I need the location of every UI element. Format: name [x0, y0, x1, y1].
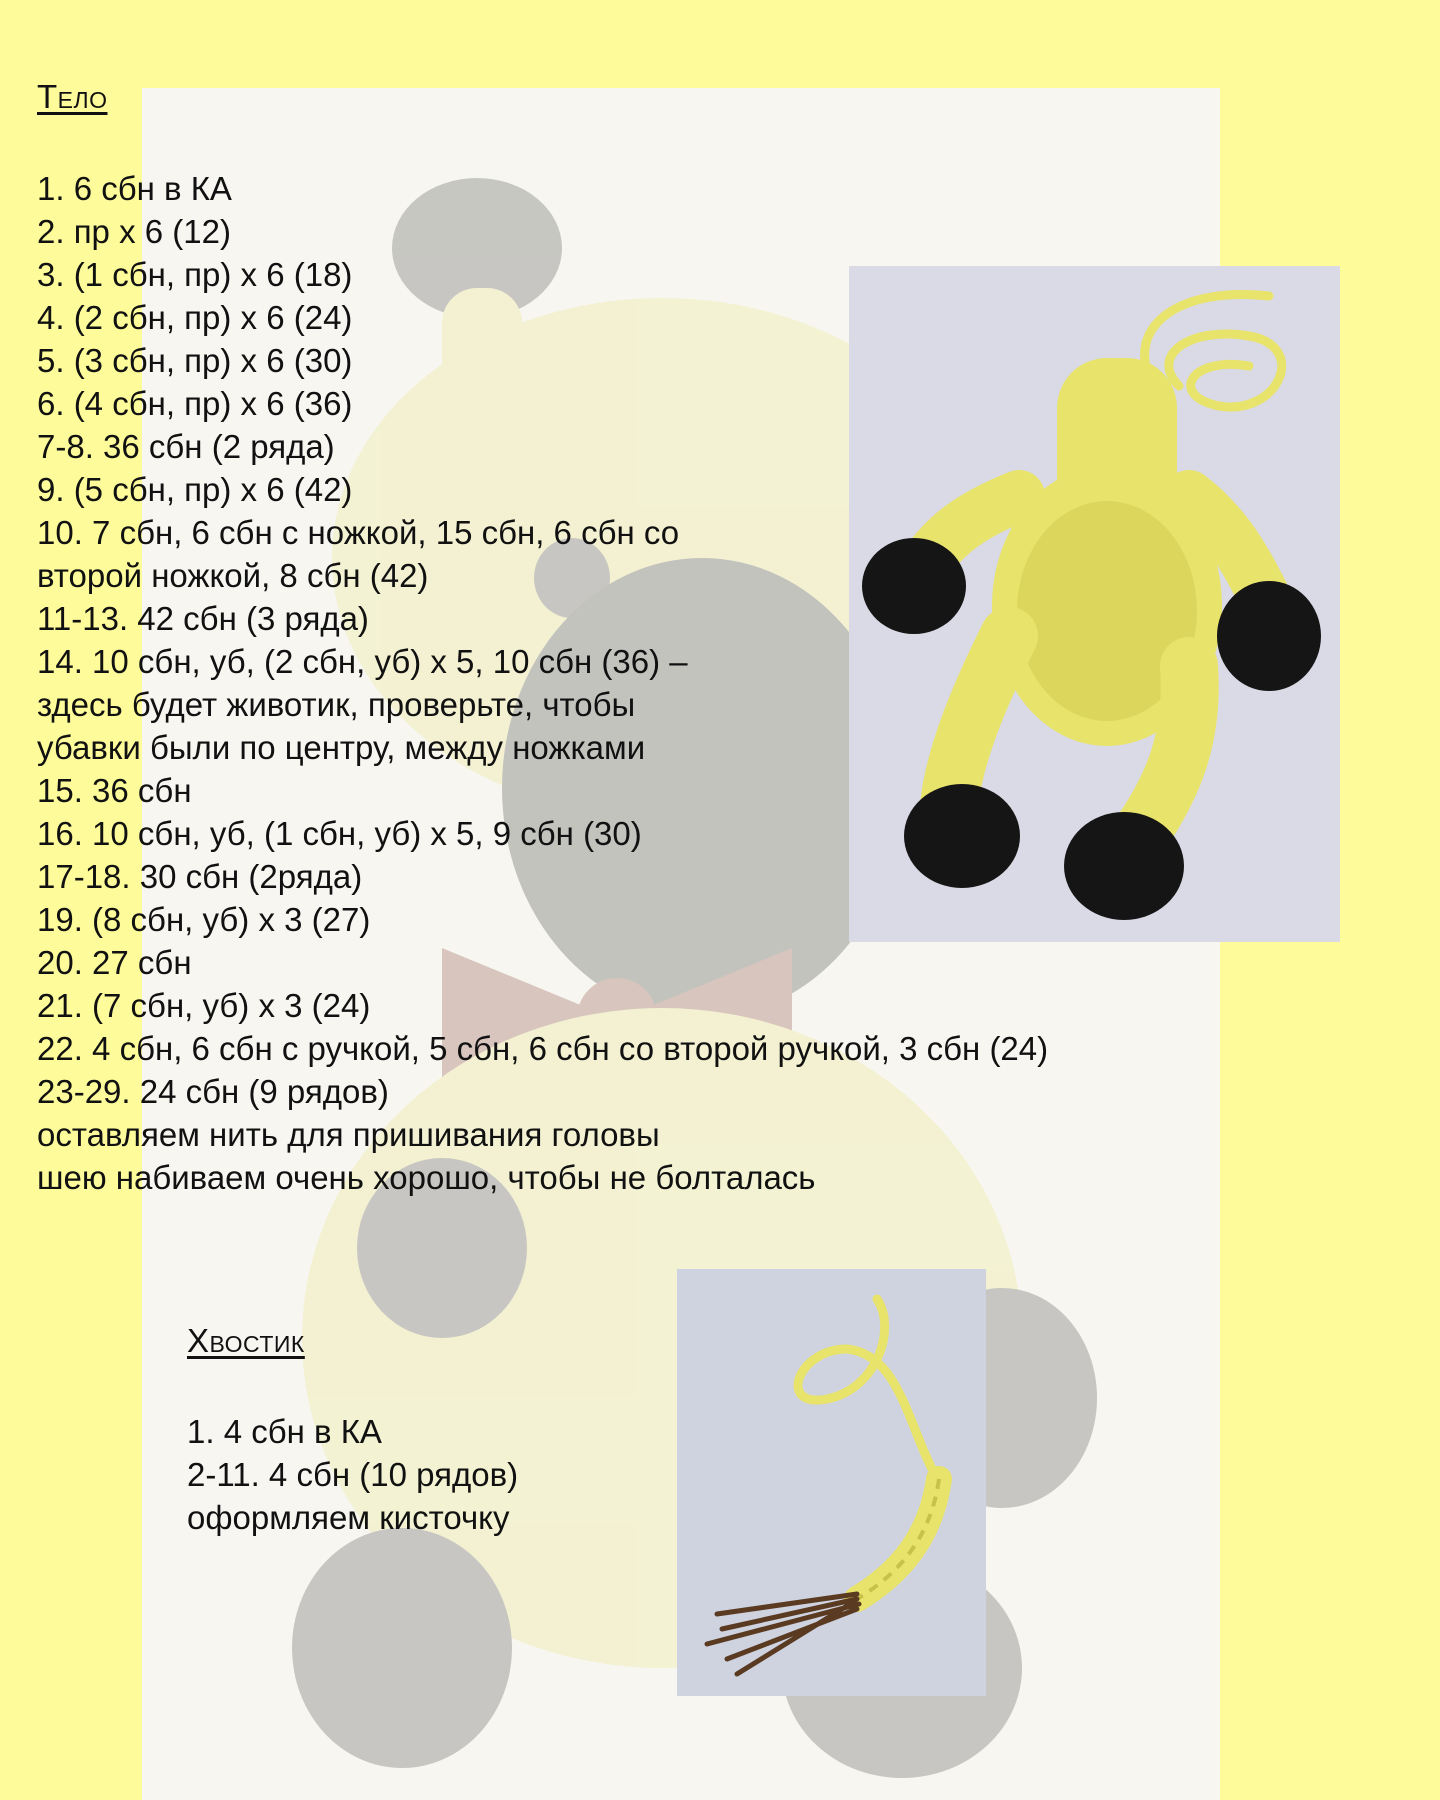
instruction-step: 16. 10 сбн, уб, (1 сбн, уб) х 5, 9 сбн (30): [37, 815, 642, 852]
instruction-step: 20. 27 сбн: [37, 944, 192, 981]
section-title-tail: Хвостик: [187, 1322, 305, 1359]
instruction-step: 14. 10 сбн, уб, (2 сбн, уб) х 5, 10 сбн (36) –: [37, 643, 688, 680]
instruction-step: второй ножкой, 8 сбн (42): [37, 557, 429, 594]
instruction-step: 15. 36 сбн: [37, 772, 192, 809]
instruction-step: 6. (4 сбн, пр) х 6 (36): [37, 385, 353, 422]
crochet-tail-illustration: [677, 1269, 986, 1696]
instruction-step: 7-8. 36 сбн (2 ряда): [37, 428, 335, 465]
instruction-step: 5. (3 сбн, пр) х 6 (30): [37, 342, 353, 379]
instruction-step: 17-18. 30 сбн (2ряда): [37, 858, 363, 895]
instruction-step: 23-29. 24 сбн (9 рядов): [37, 1073, 389, 1110]
instruction-step: 9. (5 сбн, пр) х 6 (42): [37, 471, 353, 508]
instruction-step: 4. (2 сбн, пр) х 6 (24): [37, 299, 353, 336]
instruction-step: 1. 4 сбн в КА: [187, 1413, 382, 1450]
instruction-step: 11-13. 42 сбн (3 ряда): [37, 600, 369, 637]
body-photo: [849, 266, 1340, 942]
section-title-body: Тело: [37, 78, 108, 115]
instruction-step: убавки были по центру, между ножками: [37, 729, 646, 766]
tail-photo: [677, 1269, 986, 1696]
instruction-step: 1. 6 сбн в КА: [37, 170, 232, 207]
instruction-step: 21. (7 сбн, уб) х 3 (24): [37, 987, 371, 1024]
instruction-step: оставляем нить для пришивания головы: [37, 1116, 660, 1153]
instruction-step: 2. пр х 6 (12): [37, 213, 231, 250]
instruction-step: оформляем кисточку: [187, 1499, 510, 1536]
instruction-step: 22. 4 сбн, 6 сбн с ручкой, 5 сбн, 6 сбн со второй ручкой, 3 сбн (24): [37, 1030, 1049, 1067]
instruction-step: 3. (1 сбн, пр) х 6 (18): [37, 256, 353, 293]
instruction-step: здесь будет животик, проверьте, чтобы: [37, 686, 636, 723]
instruction-step: 10. 7 сбн, 6 сбн с ножкой, 15 сбн, 6 сбн со: [37, 514, 680, 551]
instruction-step: 19. (8 сбн, уб) х 3 (27): [37, 901, 371, 938]
instruction-step: шею набиваем очень хорошо, чтобы не болталась: [37, 1159, 816, 1196]
crochet-body-illustration: [849, 266, 1340, 942]
instruction-step: 2-11. 4 сбн (10 рядов): [187, 1456, 519, 1493]
instruction-list-tail: [187, 1410, 518, 1539]
